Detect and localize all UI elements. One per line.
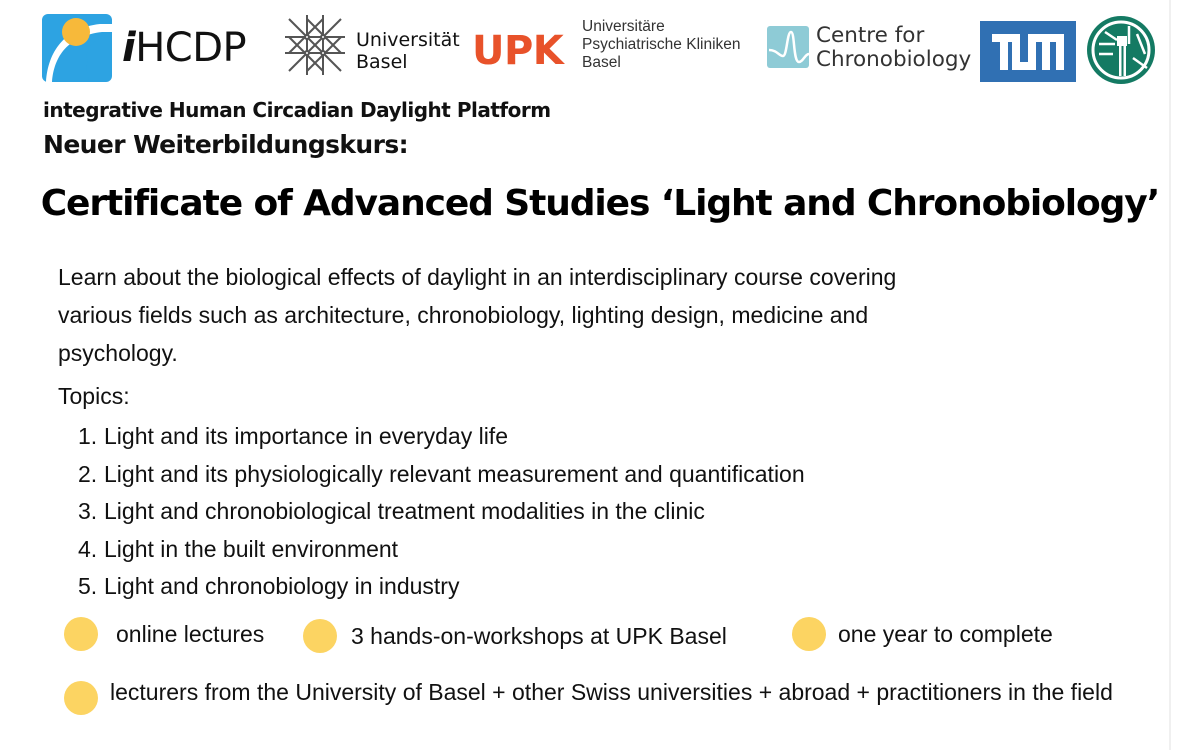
chronobiology-wave-icon (767, 26, 809, 68)
unibas-wordmark: Universität Basel (356, 29, 460, 73)
course-kicker: Neuer Weiterbildungskurs: (43, 130, 409, 159)
course-title: Certificate of Advanced Studies ‘Light and Chronobiology’ (40, 183, 1160, 224)
feature-online-lectures: online lectures (64, 617, 264, 651)
ihcdp-wordmark: iHCDP (122, 25, 247, 71)
chronobiology-wordmark: Centre for Chronobiology (816, 23, 972, 72)
yellow-dot-icon (792, 617, 826, 651)
topic-item: 3. Light and chronobiological treatment modalities in the clinic (78, 498, 705, 524)
unibas-star-icon (285, 15, 345, 75)
topic-item: 5. Light and chronobiology in industry (78, 573, 460, 599)
ihcdp-logo-icon (42, 12, 114, 84)
topics-list (78, 418, 805, 606)
topic-item: 1. Light and its importance in everyday life (78, 423, 508, 449)
upk-logo: UPK (472, 28, 564, 74)
feature-workshops: 3 hands-on-workshops at UPK Basel (303, 619, 727, 653)
yellow-dot-icon (64, 617, 98, 651)
feature-lecturers: lecturers from the University of Basel + other Swiss universities + abroad + practitioners in the field (64, 675, 1130, 715)
topic-item: 4. Light in the built environment (78, 535, 399, 562)
intro-paragraph: Learn about the biological effects of daylight in an interdisciplinary course covering various fields such as architecture, chronobiology, lighting design, medicine and psychology. (58, 264, 897, 366)
green-emblem-icon (1085, 14, 1157, 86)
topics-label: Topics: (58, 383, 130, 409)
yellow-dot-icon (303, 619, 337, 653)
topic-item: 2. Light and its physiologically relevant measurement and quantification (78, 460, 805, 487)
logo-bar (0, 0, 1170, 95)
right-edge-divider (1169, 0, 1171, 750)
tum-logo-icon (980, 21, 1076, 82)
yellow-dot-icon (64, 681, 98, 715)
feature-duration: one year to complete (792, 617, 1053, 651)
platform-name: integrative Human Circadian Daylight Platform (43, 98, 551, 122)
upk-wordmark: Universitäre Psychiatrische Kliniken Basel (582, 18, 741, 71)
